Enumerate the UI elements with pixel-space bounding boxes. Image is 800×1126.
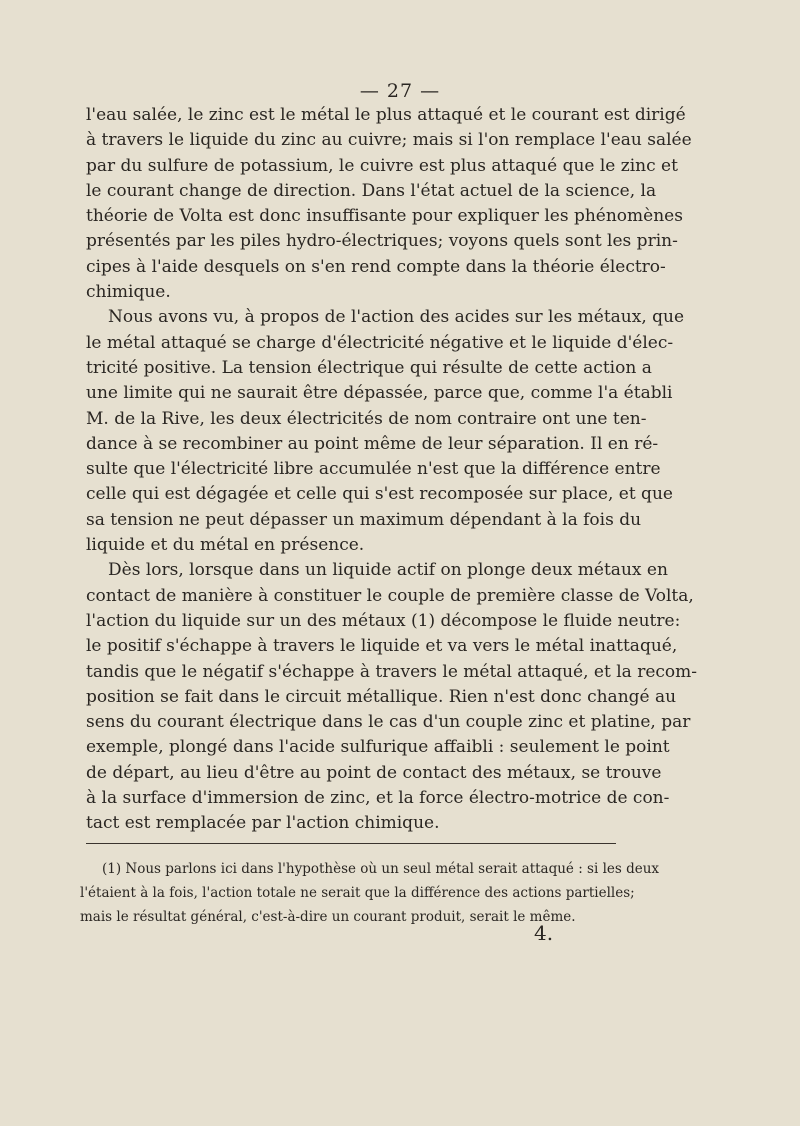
text-line: par du sulfure de potassium, le cuivre est plus attaqué que le zinc et [86, 155, 678, 176]
text-line: tricité positive. La tension électrique qui résulte de cette action a [86, 357, 652, 378]
text-line: cipes à l'aide desquels on s'en rend compte dans la théorie électro- [86, 256, 666, 277]
text-line: contact de manière à constituer le couple de première classe de Volta, [86, 585, 694, 606]
text-line: le courant change de direction. Dans l'état actuel de la science, la [86, 180, 657, 201]
text-line: présentés par les piles hydro-électriques; voyons quels sont les prin- [86, 231, 678, 252]
text-line: l'eau salée, le zinc est le métal le plus attaqué et le courant est dirigé [86, 105, 686, 125]
text-line: Nous avons vu, à propos de l'action des acides sur les métaux, que [108, 307, 685, 328]
text-line: sens du courant électrique dans le cas d'un couple zinc et platine, par [86, 712, 691, 733]
text-line: théorie de Volta est donc insuffisante pour expliquer les phénomènes [86, 206, 683, 227]
text-line: celle qui est dégagée et celle qui s'est recomposée sur place, et que [86, 484, 673, 505]
text-line: le positif s'échappe à travers le liquide et va vers le métal inattaqué, [86, 636, 678, 657]
text-line: sulte que l'électricité libre accumulée n'est que la différence entre [86, 459, 661, 480]
text-line: une limite qui ne saurait être dépassée, parce que, comme l'a établi [86, 383, 673, 404]
text-line: liquide et du métal en présence. [86, 535, 365, 556]
text-line: tact est remplacée par l'action chimique. [86, 813, 440, 834]
main-text [86, 103, 697, 837]
footnote-rule [86, 843, 616, 844]
text-line: Dès lors, lorsque dans un liquide actif on plonge deux métaux en [108, 560, 668, 581]
text-line: position se fait dans le circuit métallique. Rien n'est donc changé au [86, 686, 677, 707]
text-line: sa tension ne peut dépasser un maximum dépendant à la fois du [86, 509, 642, 530]
footnote [80, 857, 660, 929]
text-line: à la surface d'immersion de zinc, et la force électro-motrice de con- [86, 788, 670, 809]
text-line: dance à se recombiner au point même de leur séparation. Il en ré- [86, 433, 659, 454]
text-line: à travers le liquide du zinc au cuivre; mais si l'on remplace l'eau salée [86, 130, 692, 151]
footnote-line: l'étaient à la fois, l'action totale ne serait que la différence des actions partielles; [80, 885, 635, 901]
text-line: l'action du liquide sur un des métaux (1) décompose le fluide neutre: [86, 610, 681, 631]
footnote-line: mais le résultat général, c'est-à-dire un courant produit, serait le même. [80, 909, 576, 925]
signature-mark: 4. [534, 921, 554, 945]
text-line: de départ, au lieu d'être au point de contact des métaux, se trouve [86, 762, 662, 783]
page-number: — 27 — [359, 80, 441, 102]
footnote-line: (1) Nous parlons ici dans l'hypothèse où un seul métal serait attaqué : si les deux [102, 861, 660, 877]
text-line: exemple, plongé dans l'acide sulfurique affaibli : seulement le point [86, 737, 670, 758]
text-line: M. de la Rive, les deux électricités de nom contraire ont une ten- [86, 408, 647, 429]
text-line: tandis que le négatif s'échappe à travers le métal attaqué, et la recom- [86, 661, 697, 682]
text-line: le métal attaqué se charge d'électricité négative et le liquide d'élec- [86, 332, 674, 353]
text-line: chimique. [86, 282, 171, 303]
